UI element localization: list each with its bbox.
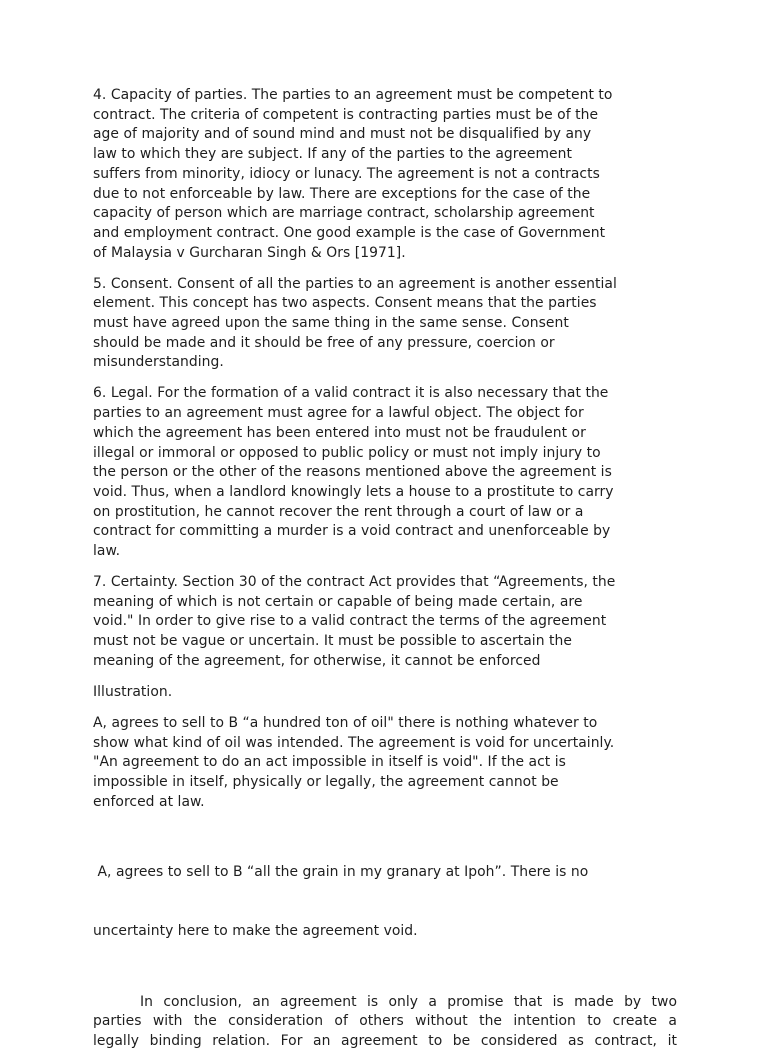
- text-line: impossible in itself, physically or legally, the agreement cannot be: [93, 773, 559, 790]
- text-line: enforced at law.: [93, 793, 205, 810]
- paragraph-consent: [93, 275, 677, 374]
- text-line: of Malaysia v Gurcharan Singh & Ors [1971].: [93, 244, 406, 261]
- paragraph-conclusion: [93, 993, 677, 1052]
- text-line: must have agreed upon the same thing in the same sense. Consent: [93, 315, 569, 332]
- text-line: law to which they are subject. If any of the parties to the agreement: [93, 146, 572, 163]
- paragraph-illustration-heading: [93, 683, 677, 703]
- paragraph-illustration-oil: [93, 714, 677, 813]
- text-line: 5. Consent. Consent of all the parties to an agreement is another essential: [93, 275, 617, 292]
- text-line: A, agrees to sell to B “all the grain in my granary at Ipoh”. There is no: [93, 864, 589, 881]
- text-line: on prostitution, he cannot recover the rent through a court of law or a: [93, 503, 584, 520]
- text-line: must not be vague or uncertain. It must be possible to ascertain the: [93, 633, 572, 650]
- text-line: void. Thus, when a landlord knowingly lets a house to a prostitute to carry: [93, 483, 614, 500]
- document-body: [93, 86, 677, 1063]
- paragraph-illustration-grain: [93, 824, 677, 982]
- text-line: misunderstanding.: [93, 354, 224, 371]
- text-line: due to not enforceable by law. There are exceptions for the case of the: [93, 185, 591, 202]
- text-line: A, agrees to sell to B “a hundred ton of oil" there is nothing whatever to: [93, 714, 598, 731]
- text-line: 6. Legal. For the formation of a valid contract it is also necessary that the: [93, 385, 609, 402]
- text-line: uncertainty here to make the agreement void.: [93, 923, 418, 940]
- text-line: should be made and it should be free of any pressure, coercion or: [93, 334, 555, 351]
- text-line: 7. Certainty. Section 30 of the contract Act provides that “Agreements, the: [93, 574, 616, 591]
- text-line: void." In order to give rise to a valid contract the terms of the agreement: [93, 613, 607, 630]
- text-line: meaning of which is not certain or capable of being made certain, are: [93, 593, 583, 610]
- text-line: show what kind of oil was intended. The agreement is void for uncertainly.: [93, 734, 615, 751]
- text-line: element. This concept has two aspects. Consent means that the parties: [93, 295, 597, 312]
- text-line: 4. Capacity of parties. The parties to an agreement must be competent to: [93, 87, 613, 103]
- text-line: parties to an agreement must agree for a lawful object. The object for: [93, 405, 584, 422]
- text-line: contract. The criteria of competent is contracting parties must be of the: [93, 106, 599, 123]
- text-line: capacity of person which are marriage contract, scholarship agreement: [93, 205, 595, 222]
- paragraph-certainty: [93, 573, 677, 672]
- text-line: Illustration.: [93, 683, 173, 700]
- text-line: "An agreement to do an act impossible in itself is void". If the act is: [93, 754, 566, 771]
- text-line: legally binding relation. For an agreement to be considered as contract, it: [93, 1033, 677, 1050]
- text-line: the person or the other of the reasons mentioned above the agreement is: [93, 464, 612, 481]
- paragraph-legal: [93, 384, 677, 561]
- paragraph-capacity: [93, 86, 677, 263]
- text-line: law.: [93, 543, 121, 560]
- text-line: and employment contract. One good example is the case of Government: [93, 224, 606, 241]
- text-line: which the agreement has been entered into must not be fraudulent or: [93, 424, 586, 441]
- text-line: In conclusion, an agreement is only a promise that is made by two: [140, 993, 677, 1010]
- text-line: meaning of the agreement, for otherwise, it cannot be enforced: [93, 652, 541, 669]
- text-line: contract for committing a murder is a void contract and unenforceable by: [93, 523, 611, 540]
- text-line: parties with the consideration of others without the intention to create a: [93, 1013, 677, 1030]
- text-line: illegal or immoral or opposed to public policy or must not imply injury to: [93, 444, 601, 461]
- text-line: suffers from minority, idiocy or lunacy. The agreement is not a contracts: [93, 165, 600, 182]
- text-line: age of majority and of sound mind and must not be disqualified by any: [93, 126, 592, 143]
